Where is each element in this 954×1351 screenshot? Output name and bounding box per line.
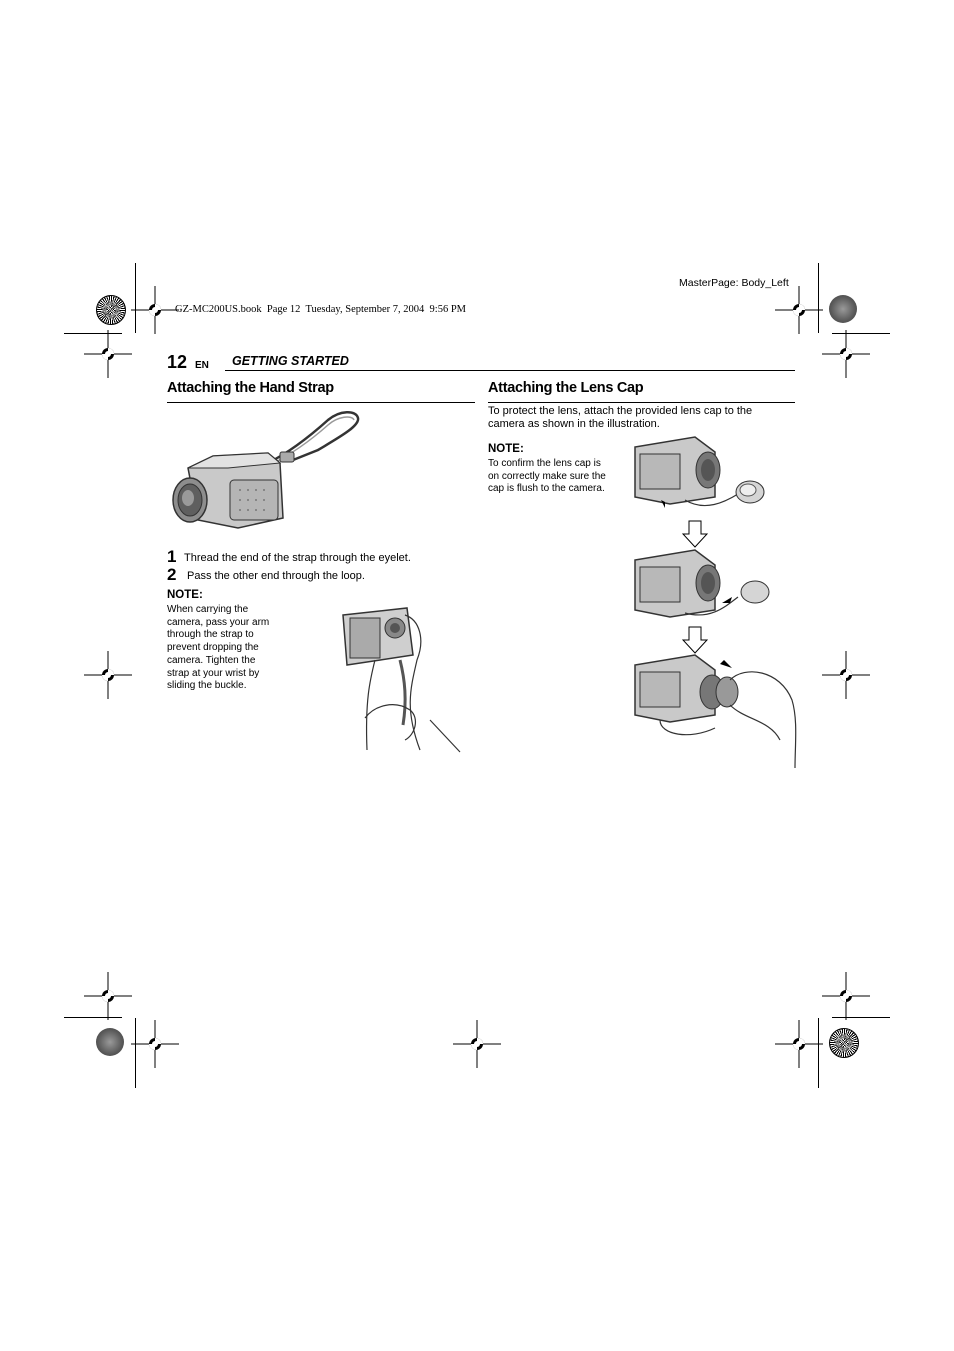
registration-target-icon xyxy=(775,286,823,334)
intro-line: camera as shown in the illustration. xyxy=(488,418,660,430)
step-text: Thread the end of the strap through the eyelet. xyxy=(184,552,411,564)
registration-target-icon xyxy=(131,286,179,334)
lens-cap-title: Attaching the Lens Cap xyxy=(488,380,644,396)
language-label: EN xyxy=(195,360,209,371)
registration-target-icon xyxy=(84,651,132,699)
camera-strap-illustration xyxy=(168,408,368,533)
registration-target-icon xyxy=(822,972,870,1020)
note-line: prevent dropping the xyxy=(167,642,259,654)
step-number: 2 xyxy=(167,565,177,584)
registration-target-icon xyxy=(775,1020,823,1068)
master-page-label: MasterPage: Body_Left xyxy=(679,277,789,289)
note-line: camera, pass your arm xyxy=(167,616,270,628)
section-heading: GETTING STARTED xyxy=(232,354,349,368)
hand-holding-camera-illustration xyxy=(335,600,465,755)
note-line: When carrying the xyxy=(167,604,249,615)
step-text: Pass the other end through the loop. xyxy=(187,570,365,582)
registration-target-icon xyxy=(131,1020,179,1068)
intro-line: To protect the lens, attach the provided lens cap to the xyxy=(488,405,753,417)
registration-rosette xyxy=(96,295,126,325)
section-rule xyxy=(488,402,795,403)
lens-cap-note xyxy=(488,458,606,496)
note-line: strap at your wrist by xyxy=(167,667,260,679)
header-rule xyxy=(225,370,795,371)
note-line: To confirm the lens cap is xyxy=(488,458,601,469)
registration-target-icon xyxy=(453,1020,501,1068)
lens-cap-step3-illustration xyxy=(630,650,800,770)
note-line: camera. Tighten the xyxy=(167,654,256,666)
step-number: 1 xyxy=(167,547,177,566)
note-label: NOTE: xyxy=(167,589,203,601)
lens-cap-step2-illustration xyxy=(630,545,780,630)
section-rule xyxy=(167,402,475,403)
note-line: cap is flush to the camera. xyxy=(488,483,605,495)
registration-rosette xyxy=(829,295,857,323)
registration-rosette xyxy=(96,1028,124,1056)
registration-target-icon xyxy=(84,330,132,378)
down-arrow-icon xyxy=(682,520,708,548)
hand-strap-note xyxy=(167,604,269,693)
registration-target-icon xyxy=(822,651,870,699)
book-info-line: GZ-MC200US.book Page 12 Tuesday, September 7, 2004 9:56 PM xyxy=(175,304,466,315)
registration-target-icon xyxy=(84,972,132,1020)
note-line: through the strap to xyxy=(167,629,254,641)
page-number: 12 xyxy=(167,352,188,372)
note-label: NOTE: xyxy=(488,443,524,455)
registration-rosette xyxy=(829,1028,859,1058)
lens-cap-intro xyxy=(488,405,752,431)
hand-strap-title: Attaching the Hand Strap xyxy=(167,380,334,396)
registration-target-icon xyxy=(822,330,870,378)
lens-cap-step1-illustration xyxy=(630,432,780,522)
note-line: sliding the buckle. xyxy=(167,680,247,692)
note-line: on correctly make sure the xyxy=(488,470,606,482)
